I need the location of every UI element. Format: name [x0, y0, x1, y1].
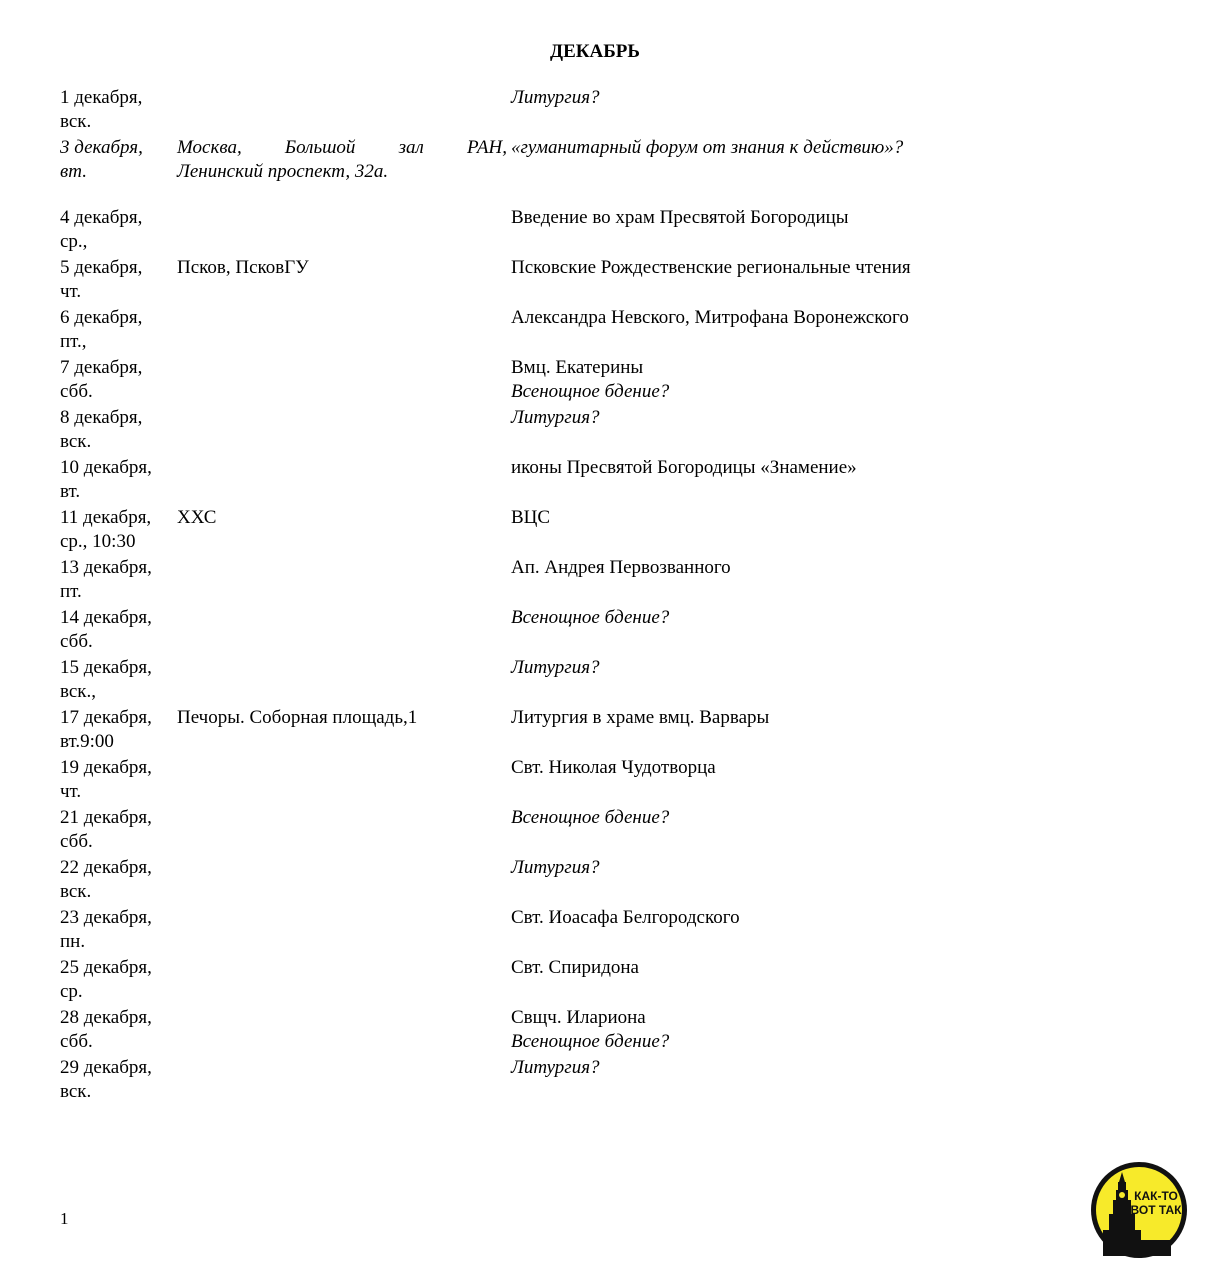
schedule-row	[60, 806, 1160, 856]
row-date	[60, 656, 170, 704]
row-date	[60, 136, 170, 184]
row-date	[60, 86, 170, 134]
date-day: 7 декабря,	[60, 357, 143, 378]
date-weekday: вск.	[60, 881, 92, 902]
page-title: ДЕКАБРЬ	[550, 41, 640, 62]
event-line: Вмц. Екатерины	[511, 357, 644, 378]
event-line: Литургия?	[511, 657, 600, 678]
event-line: Литургия в храме вмц. Варвары	[511, 707, 770, 728]
date-weekday: ср.,	[60, 231, 88, 252]
row-event	[511, 1056, 1131, 1080]
event-line: Всенощное бдение?	[511, 1031, 670, 1052]
page-number: 1	[60, 1209, 69, 1228]
date-weekday: чт.	[60, 781, 82, 802]
schedule-row	[60, 206, 1160, 256]
date-day: 15 декабря,	[60, 657, 152, 678]
event-line: Литургия?	[511, 857, 600, 878]
schedule-row	[60, 1056, 1160, 1106]
row-event	[511, 406, 1131, 430]
date-weekday: вт.	[60, 161, 87, 182]
place-line-2: Ленинский проспект, 32а.	[177, 161, 389, 182]
event-line: ВЦС	[511, 507, 551, 528]
date-day: 29 декабря,	[60, 1057, 152, 1078]
row-event	[511, 256, 1131, 280]
row-date	[60, 306, 170, 354]
schedule-table	[60, 86, 1160, 1106]
event-line: Ап. Андрея Первозванного	[511, 557, 731, 578]
event-line: Свщч. Илариона	[511, 1007, 646, 1028]
event-line: Литургия?	[511, 1057, 600, 1078]
place-word: Москва,	[177, 137, 242, 158]
date-day: 1 декабря,	[60, 87, 143, 108]
date-weekday: пн.	[60, 931, 86, 952]
date-day: 17 декабря,	[60, 707, 152, 728]
schedule-row	[60, 136, 1160, 206]
row-date	[60, 256, 170, 304]
row-event	[511, 756, 1131, 780]
row-date	[60, 906, 170, 954]
date-weekday: вск.,	[60, 681, 97, 702]
row-date	[60, 606, 170, 654]
row-event	[511, 86, 1131, 110]
date-weekday: вск.	[60, 111, 92, 132]
date-weekday: сбб.	[60, 631, 93, 652]
schedule-row	[60, 406, 1160, 456]
date-weekday: ср., 10:30	[60, 531, 136, 552]
event-line: иконы Пресвятой Богородицы «Знамение»	[511, 457, 857, 478]
date-day: 19 декабря,	[60, 757, 152, 778]
schedule-row	[60, 306, 1160, 356]
date-day: 5 декабря,	[60, 257, 143, 278]
date-weekday: вт.	[60, 481, 81, 502]
place-text: Печоры. Соборная площадь,1	[177, 707, 418, 728]
row-place	[177, 256, 507, 280]
row-event	[511, 606, 1131, 630]
row-date	[60, 356, 170, 404]
row-event	[511, 656, 1131, 680]
row-date	[60, 456, 170, 504]
date-day: 4 декабря,	[60, 207, 143, 228]
schedule-row	[60, 956, 1160, 1006]
logo-text-line2: ВОТ ТАК	[1130, 1203, 1182, 1217]
date-day: 14 декабря,	[60, 607, 152, 628]
row-event	[511, 806, 1131, 830]
date-weekday: пт.,	[60, 331, 87, 352]
event-line: Псковские Рождественские региональные чтения	[511, 257, 911, 278]
event-line: Всенощное бдение?	[511, 807, 670, 828]
date-weekday: сбб.	[60, 831, 93, 852]
event-line: Александра Невского, Митрофана Воронежского	[511, 307, 909, 328]
schedule-row	[60, 256, 1160, 306]
row-date	[60, 206, 170, 254]
row-date	[60, 1006, 170, 1054]
logo-text-line1: КАК-ТО	[1134, 1189, 1178, 1203]
row-date	[60, 556, 170, 604]
date-day: 13 декабря,	[60, 557, 152, 578]
date-day: 28 декабря,	[60, 1007, 152, 1028]
date-day: 3 декабря,	[60, 137, 143, 158]
row-event	[511, 136, 1131, 160]
date-day: 22 декабря,	[60, 857, 152, 878]
row-event	[511, 706, 1131, 730]
event-line: Всенощное бдение?	[511, 381, 670, 402]
date-weekday: сбб.	[60, 1031, 93, 1052]
row-event	[511, 856, 1131, 880]
row-event	[511, 1006, 1131, 1054]
place-word: РАН,	[466, 137, 507, 158]
date-weekday: вт.9:00	[60, 731, 114, 752]
date-day: 6 декабря,	[60, 307, 143, 328]
place-word: Большой	[284, 137, 356, 158]
date-weekday: вск.	[60, 431, 92, 452]
schedule-row	[60, 906, 1160, 956]
row-date	[60, 506, 170, 554]
row-event	[511, 506, 1131, 530]
row-event	[511, 556, 1131, 580]
schedule-row	[60, 756, 1160, 806]
row-event	[511, 356, 1131, 404]
schedule-row	[60, 656, 1160, 706]
date-day: 25 декабря,	[60, 957, 152, 978]
row-date	[60, 406, 170, 454]
date-day: 23 декабря,	[60, 907, 152, 928]
row-event	[511, 456, 1131, 480]
schedule-row	[60, 456, 1160, 506]
date-day: 21 декабря,	[60, 807, 152, 828]
row-event	[511, 306, 1131, 330]
place-text: ХХС	[177, 507, 217, 528]
event-line: Свт. Спиридона	[511, 957, 639, 978]
schedule-row	[60, 356, 1160, 406]
row-date	[60, 1056, 170, 1104]
event-line: Свт. Иоасафа Белгородского	[511, 907, 740, 928]
schedule-row	[60, 856, 1160, 906]
schedule-row	[60, 606, 1160, 656]
row-date	[60, 956, 170, 1004]
row-place	[177, 706, 507, 730]
row-date	[60, 756, 170, 804]
row-date	[60, 856, 170, 904]
event-line: Литургия?	[511, 407, 600, 428]
schedule-row	[60, 86, 1160, 136]
date-weekday: сбб.	[60, 381, 93, 402]
date-day: 10 декабря,	[60, 457, 152, 478]
row-event	[511, 206, 1131, 230]
schedule-row	[60, 706, 1160, 756]
event-line: Введение во храм Пресвятой Богородицы	[511, 207, 849, 228]
date-day: 11 декабря,	[60, 507, 152, 528]
row-place	[177, 506, 507, 530]
row-event	[511, 906, 1131, 930]
event-line: Всенощное бдение?	[511, 607, 670, 628]
schedule-row	[60, 556, 1160, 606]
place-word: зал	[398, 137, 424, 158]
row-event	[511, 956, 1131, 980]
schedule-row	[60, 1006, 1160, 1056]
place-text: Псков, ПсковГУ	[177, 257, 309, 278]
date-weekday: пт.	[60, 581, 82, 602]
row-date	[60, 806, 170, 854]
schedule-row	[60, 506, 1160, 556]
place-line-1	[177, 136, 507, 160]
event-line: Литургия?	[511, 87, 600, 108]
event-line: «гуманитарный форум от знания к действию»?	[511, 137, 904, 158]
row-place	[177, 136, 507, 184]
date-day: 8 декабря,	[60, 407, 143, 428]
date-weekday: чт.	[60, 281, 82, 302]
row-date	[60, 706, 170, 754]
date-weekday: вск.	[60, 1081, 92, 1102]
date-weekday: ср.	[60, 981, 83, 1002]
event-line: Свт. Николая Чудотворца	[511, 757, 716, 778]
kak-to-vot-tak-logo	[1089, 1160, 1189, 1260]
